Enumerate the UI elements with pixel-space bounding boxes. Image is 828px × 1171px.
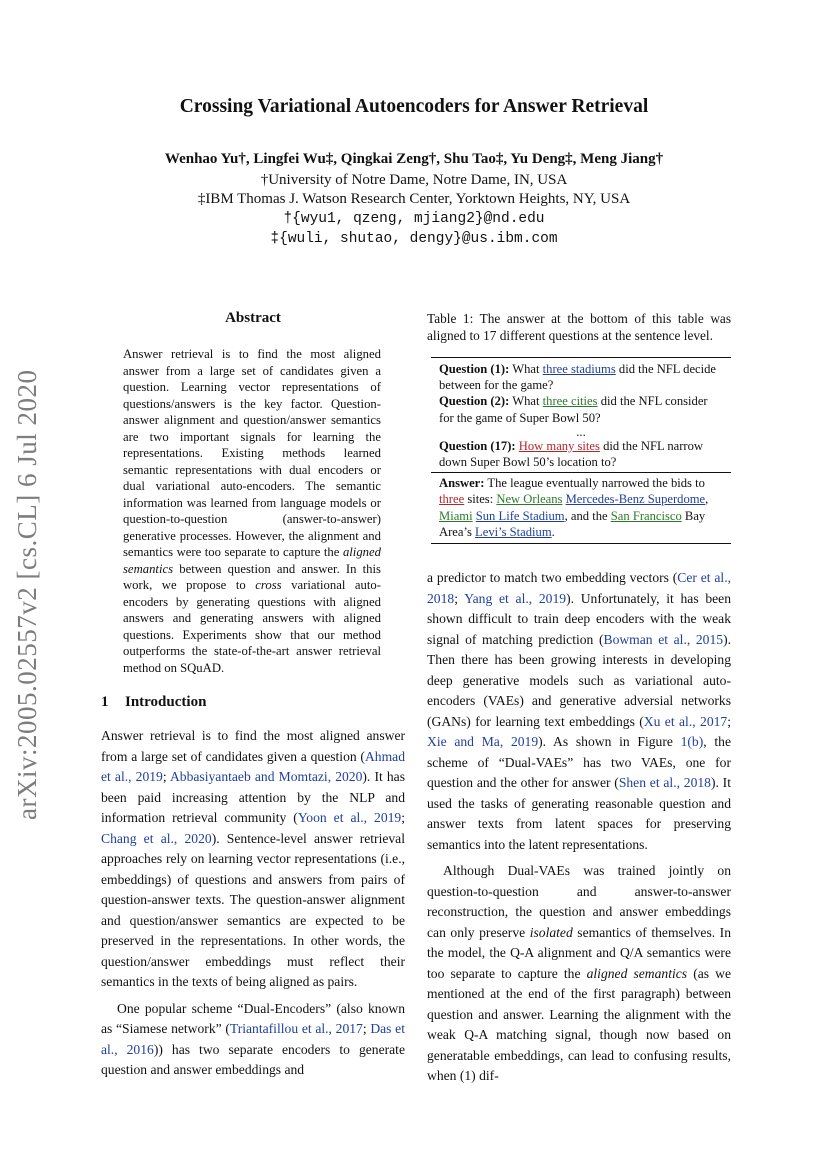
citation-link[interactable]: Xie and Ma, 2019 (427, 734, 539, 749)
citation-link[interactable]: Xu et al., 2017 (643, 713, 728, 729)
right-column-body (427, 568, 731, 1087)
citation-link[interactable]: Abbasiyantaeb and Momtazi, 2020 (169, 769, 363, 784)
arxiv-side-stamp: arXiv:2005.02557v2 [cs.CL] 6 Jul 2020 (12, 369, 42, 820)
citation-link[interactable]: Bowman et al., 2015 (603, 631, 724, 647)
abstract-part-3: variational auto-encoders by generating questions with aligned answers and generating answers with aligned questions. Experiments show that our method outperforms the state-of-the-art answer retrieval method on SQuAD. (123, 578, 381, 675)
affiliation-1: †University of Notre Dame, Notre Dame, IN, USA (260, 172, 568, 188)
intro-paragraph-1: Answer retrieval is to find the most aligned answer from a large set of candidates given a question (Ahmad et al., 2019; Abbasiyantaeb and Momtazi, 2020). It has been paid increasing attention by the NLP and information retrieval community (Yoon et al., 2019; Chang et al., 2020). Sentence-level answer retrieval approaches rely on learning vector representations (i.e., embeddings) of questions and answers from pairs of question-answer texts. The question-answer alignment and question/answer semantics are expected to be preserved in the representations. In other words, the question/answer embeddings must reflect their semantics in the texts of being aligned as pairs. (101, 728, 405, 989)
citation-link[interactable]: Das et al., 2016 (101, 1021, 405, 1057)
author-list: Wenhao Yu†, Lingfei Wu‡, Qingkai Zeng†, Shu Tao‡, Yu Deng‡, Meng Jiang† (164, 151, 664, 167)
email-line-2: ‡{wuli, shutao, dengy}@us.ibm.com (270, 231, 558, 247)
citation-link[interactable]: Chang et al., 2020 (101, 830, 212, 846)
citation-link[interactable]: Cer et al., 2018 (427, 570, 732, 606)
right-paragraph-1: a predictor to match two embedding vectors (Cer et al., 2018; Yang et al., 2019). Unfortunately, it has been shown difficult to train deep encoders with the weak signal of matching prediction (Bowman et al., 2015). Then there has been growing interests in developing deep generative models such as variational auto-encoders (VAEs) and generative adversial networks (GANs) for learning text embeddings (Xu et al., 2017; Xie and Ma, 2019). As shown in Figure 1(b), the scheme of “Dual-VAEs” has two VAEs, one for question and the other for answer (Shen et al., 2018). It used the tasks of generating reasonable question and answer texts from latent spaces for preserving semantics into the latent representations. (427, 570, 732, 852)
table-questions (431, 358, 731, 472)
citation-link[interactable]: Yang et al., 2019 (464, 590, 567, 606)
ellipsis-row: ... (576, 424, 586, 439)
right-paragraph-2: Although Dual-VAEs was trained jointly on question-to-question and answer-to-answer reconstruction, the question and answer embeddings can only preserve isolated semantics of themselves. In the model, the Q-A alignment and Q/A semantics were too separate to capture the aligned semantics (as we mentioned at the end of the first paragraph) between question and answer. Learning the alignment with the weak Q-A matching signal, though now based on generatable embeddings, can lead to confusing results, when (1) dif- (427, 863, 732, 1083)
intro-paragraph-2: One popular scheme “Dual-Encoders” (also known as “Siamese network” (Triantafillou et al., 2017; Das et al., 2016)) has two separate encoders to generate question and answer embeddings and (101, 1000, 405, 1077)
abstract-emphasis-cross: cross (255, 578, 282, 592)
question-1: Question (1): What three stadiums did the NFL decide between for the game? (439, 362, 717, 393)
left-column-body (101, 726, 405, 1081)
figure-link[interactable]: 1(b) (680, 734, 704, 749)
abstract-heading: Abstract (225, 310, 281, 326)
abstract-emphasis-aligned-semantics: aligned semantics (123, 545, 381, 576)
citation-link[interactable]: Shen et al., 2018 (618, 775, 711, 790)
highlight-phrase: How many sites (518, 438, 600, 453)
abstract-part-2: between question and answer. In this work, we propose to (123, 561, 381, 592)
example-table (431, 357, 731, 544)
section-title: Introduction (125, 694, 207, 710)
abstract-part-1: Answer retrieval is to find the most aligned answer from a large set of candidates given a question. Learning vector representations of questions/answers is the key factor. Question-answer alignment and question/answer semantics are two important signals for learning the representations. Existing methods learned semantic representations with dual encoders or dual variational auto-encoders. The semantic information was learned from language models or question-to-question (answer-to-answer) generative processes. However, the alignment and semantics were too separate to capture the (123, 347, 381, 559)
section-number: 1 (101, 694, 109, 710)
highlight-phrase: three cities (542, 394, 598, 409)
section-heading-introduction (101, 694, 206, 711)
citation-link[interactable]: Yoon et al., 2019 (297, 810, 402, 825)
table-answer: Answer: The league eventually narrowed the bids to three sites: New Orleans Mercedes-Benz Superdome, Miami Sun Life Stadium, and the San Francisco Bay Area’s Levi’s Stadium. (431, 472, 731, 543)
highlight-phrase: three stadiums (542, 362, 616, 376)
paper-title: Crossing Variational Autoencoders for Answer Retrieval (179, 96, 649, 117)
question-2: Question (2): What three cities did the NFL consider for the game of Super Bowl 50? (439, 394, 708, 425)
citation-link[interactable]: Triantafillou et al., 2017 (229, 1021, 363, 1036)
table-caption: Table 1: The answer at the bottom of this table was aligned to 17 different questions at the sentence level. (427, 311, 731, 343)
question-17: Question (17): How many sites did the NFL narrow down Super Bowl 50’s location to? (439, 438, 703, 470)
abstract-text (123, 346, 381, 676)
affiliation-2: ‡IBM Thomas J. Watson Research Center, Yorktown Heights, NY, USA (197, 191, 631, 207)
citation-link[interactable]: Ahmad et al., 2019 (101, 748, 405, 784)
email-line-1: †{wyu1, qzeng, mjiang2}@nd.edu (283, 211, 545, 227)
